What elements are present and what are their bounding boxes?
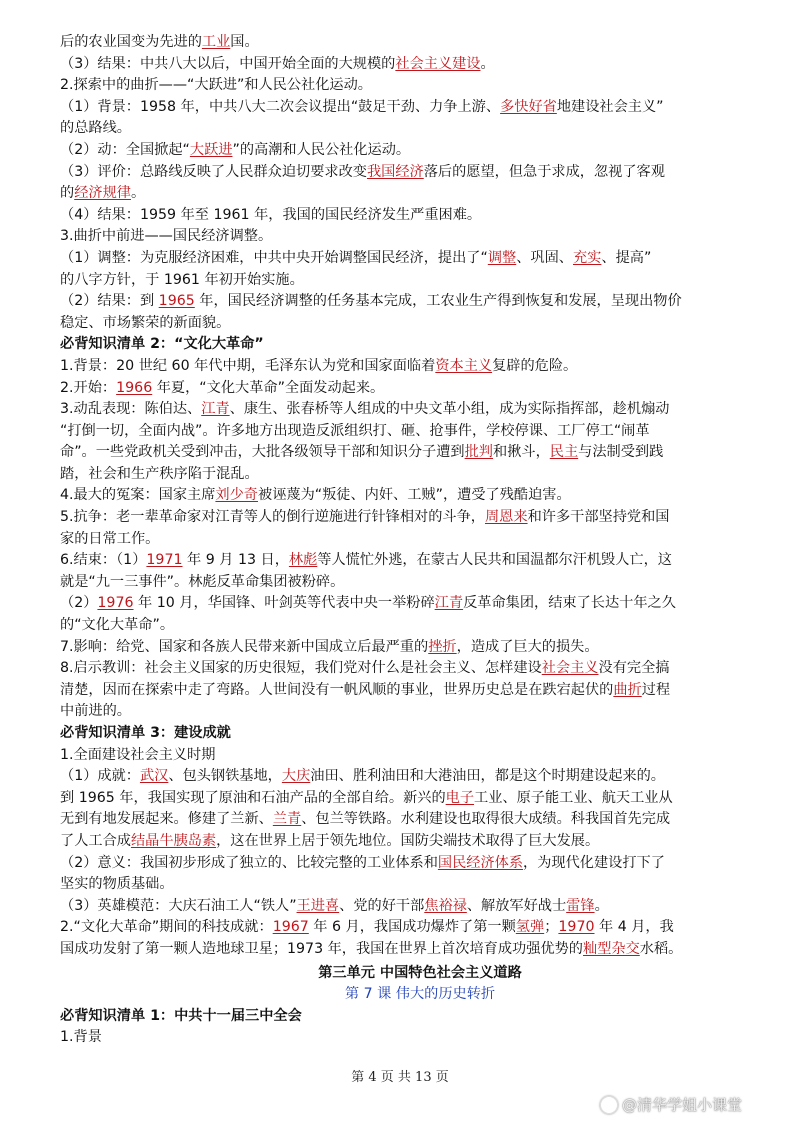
keyword: 林彪 xyxy=(288,552,318,569)
keyword: 大跃进 xyxy=(189,141,233,158)
keyword: 电子 xyxy=(445,789,475,806)
text-line xyxy=(60,637,780,659)
text-span: （2）意义：我国初步形成了独立的、比较完整的工业体系和 xyxy=(60,854,438,871)
text-line xyxy=(60,442,780,464)
keyword: 周恩来 xyxy=(484,509,528,526)
text-line xyxy=(60,917,780,939)
keyword: 焦裕禄 xyxy=(424,897,467,914)
text-line xyxy=(60,615,780,637)
text-span: 2.“文化大革命”期间的科技成就： xyxy=(60,919,273,936)
text-line xyxy=(60,334,780,356)
keyword: 1965 xyxy=(158,293,195,310)
text-line xyxy=(60,75,780,97)
text-line xyxy=(60,701,780,723)
text-span: 国成功发射了第一颗人造地球卫星；1973 年，我国在世界上首次培育成功强优势的 xyxy=(60,940,583,957)
text-line xyxy=(60,572,780,594)
page-footer: 第 4 页 共 13 页 xyxy=(351,1070,449,1085)
text-span: ，为现代化建设打下了 xyxy=(523,854,665,871)
keyword: 江青 xyxy=(201,401,230,418)
watermark-text: @清华学姐小课堂 xyxy=(622,1096,743,1114)
text-line xyxy=(60,896,780,918)
text-span: 家的日常工作。 xyxy=(60,530,160,547)
text-span: 过程 xyxy=(641,681,671,698)
keyword: 经济规律 xyxy=(74,185,131,202)
text-line xyxy=(60,248,780,270)
text-span: 、包头钢铁基地， xyxy=(168,768,282,785)
text-line xyxy=(60,788,780,810)
text-line xyxy=(60,853,780,875)
keyword: 氢弹 xyxy=(515,919,545,936)
text-line xyxy=(60,745,780,767)
keyword: 兰青 xyxy=(272,811,302,828)
text-line xyxy=(60,118,780,140)
text-span: （2）结果：到 xyxy=(60,293,159,310)
keyword: 1966 xyxy=(116,379,153,396)
text-span: 3.动乱表现：陈伯达、 xyxy=(60,401,202,418)
keyword: 1971 xyxy=(146,552,183,569)
text-line xyxy=(60,399,780,421)
text-span: 和揪斗， xyxy=(493,444,550,461)
keyword: 刘少奇 xyxy=(215,487,258,504)
text-span: 3.曲折中前进——国民经济调整。 xyxy=(60,228,273,245)
text-span: 水稻。 xyxy=(639,940,683,957)
text-span: 工业、原子能工业、航天工业从 xyxy=(474,789,673,806)
keyword: 大庆 xyxy=(281,768,311,785)
text-line xyxy=(60,874,780,896)
text-span: “打倒一切，全面内战”。许多地方出现造反派组织打、砸、抢事件，学校停课、工厂停工“闹革 xyxy=(60,422,650,439)
text-span: 。 xyxy=(594,897,609,914)
text-span: 国。 xyxy=(230,34,259,50)
text-span: 和许多干部坚持党和国 xyxy=(527,509,670,526)
text-span: 到 1965 年，我国实现了原油和石油产品的全部自给。新兴的 xyxy=(60,789,446,806)
text-span: 的八字方针，于 1961 年初开始实施。 xyxy=(60,271,304,288)
text-line xyxy=(60,32,780,54)
lesson-title: 第 7 课 伟大的历史转折 xyxy=(344,986,496,1003)
text-span: 、康生、张春桥等人组成的中央文革小组，成为实际指挥部，趁机煽动 xyxy=(229,401,670,418)
text-span: 1.背景 xyxy=(60,1029,102,1046)
text-span: ； xyxy=(544,919,559,936)
text-span: ，这在世界上居于领先地位。国防尖端技术取得了巨大发展。 xyxy=(216,832,600,849)
text-span: 7.影响：给党、国家和各族人民带来新中国成立后最严重的 xyxy=(60,638,429,655)
text-span: （1）成就： xyxy=(60,768,140,785)
text-line xyxy=(60,356,780,378)
keyword: 我国经济 xyxy=(366,163,424,180)
text-span: （2）动：全国掀起“ xyxy=(60,141,190,158)
text-span: 被诬蔑为“叛徒、内奸、工贼”，遭受了残酷迫害。 xyxy=(258,487,571,504)
text-line xyxy=(60,270,780,292)
text-span: 等人慌忙外逃，在蒙古人民共和国温都尔汗机毁人亡，这 xyxy=(317,552,672,569)
keyword: 民主 xyxy=(549,444,579,461)
text-line xyxy=(60,809,780,831)
text-span: 年 4 月，我 xyxy=(594,919,674,936)
text-span: 4.最大的冤案：国家主席 xyxy=(60,487,216,504)
text-line xyxy=(60,183,780,205)
text-span: 、巩固、 xyxy=(516,249,573,266)
text-span: 中前进的。 xyxy=(60,703,131,720)
text-line xyxy=(60,658,780,680)
keyword: 多快好省 xyxy=(500,98,557,115)
keyword: 雷锋 xyxy=(566,897,595,914)
text-span: 1.背景：20 世纪 60 年代中期，毛泽东认为党和国家面临着 xyxy=(60,357,436,374)
keyword: 国民经济体系 xyxy=(437,854,524,871)
page-content xyxy=(60,32,780,1049)
section-heading: 必背知识清单 2：“文化大革命” xyxy=(60,336,264,353)
text-span: （2） xyxy=(60,595,98,612)
text-span: （3）结果：中共八大以后，中国开始全面的大规模的 xyxy=(60,55,396,72)
text-span: 的 xyxy=(60,185,75,202)
text-span: 1.全面建设社会主义时期 xyxy=(60,746,216,763)
text-span: 地建设社会主义” xyxy=(556,98,664,115)
text-span: 就是“九一三事件”。林彪反革命集团被粉碎。 xyxy=(60,573,345,590)
text-line xyxy=(60,205,780,227)
text-span: 。 xyxy=(130,185,146,202)
text-span: （3）英雄模范：大庆石油工人“铁人” xyxy=(60,897,297,914)
keyword: 结晶牛胰岛素 xyxy=(130,832,217,849)
keyword: 调整 xyxy=(487,249,517,266)
text-line xyxy=(60,226,780,248)
keyword: 充实 xyxy=(572,249,602,266)
text-span: 清楚，因而在探索中走了弯路。人世间没有一帆风顺的事业，世界历史总是在跌宕起伏的 xyxy=(60,681,614,698)
text-span: （4）结果：1959 年至 1961 年，我国的国民经济发生严重困难。 xyxy=(60,206,482,223)
text-span: 与法制受到践 xyxy=(578,444,664,461)
keyword: 社会主义建设 xyxy=(395,55,481,72)
text-span: 了人工合成 xyxy=(60,832,131,849)
text-span: 踏，社会和生产秩序陷于混乱。 xyxy=(60,465,259,482)
text-span: 2.开始： xyxy=(60,379,117,396)
text-line xyxy=(60,162,780,184)
body-text xyxy=(60,32,780,961)
keyword: 籼型杂交 xyxy=(583,940,640,957)
text-line xyxy=(60,723,780,745)
text-span: 、包兰等铁路。水利建设也取得很大成绩。科我国首先完成 xyxy=(301,811,671,828)
text-span: 6.结束：（1） xyxy=(60,552,147,569)
text-span: 落后的愿望，但急于求成，忽视了客观 xyxy=(423,163,665,180)
text-line xyxy=(60,507,780,529)
text-span: ，造成了巨大的损失。 xyxy=(456,638,599,655)
text-span: 8.启示教训：社会主义国家的历史很短，我们党对什么是社会主义、怎样建设 xyxy=(60,660,542,677)
keyword: 1970 xyxy=(558,919,595,936)
text-line xyxy=(60,140,780,162)
text-line xyxy=(60,54,780,76)
keyword: 江青 xyxy=(434,595,464,612)
text-line xyxy=(60,97,780,119)
text-line xyxy=(60,313,780,335)
text-line xyxy=(60,464,780,486)
keyword: 曲折 xyxy=(613,681,642,698)
text-span: 稳定、市场繁荣的新面貌。 xyxy=(60,314,231,331)
text-line xyxy=(60,485,780,507)
text-span: 、党的好干部 xyxy=(339,897,425,914)
text-line xyxy=(60,421,780,443)
text-span: 5.抗争：老一辈革命家对江青等人的倒行逆施进行针锋相对的斗争， xyxy=(60,509,485,526)
text-span: 、提高” xyxy=(601,249,652,266)
watermark-logo-icon xyxy=(600,1096,618,1114)
text-line xyxy=(60,550,780,572)
text-span: （3）评价：总路线反映了人民群众迫切要求改变 xyxy=(60,163,367,180)
keyword: 1967 xyxy=(272,919,309,936)
keyword: 资本主义 xyxy=(435,357,493,374)
keyword: 批判 xyxy=(464,444,493,461)
text-span: 年 6 月，我国成功爆炸了第一颗 xyxy=(308,919,516,936)
text-span: 油田、胜利油田和大港油田，都是这个时期建设起来的。 xyxy=(310,768,665,785)
text-span: ”的高潮和人民公社化运动。 xyxy=(232,141,411,158)
text-span: 的总路线。 xyxy=(60,120,131,137)
text-span: （1）背景：1958 年，中共八大二次会议提出“鼓足干劲、力争上游、 xyxy=(60,98,501,115)
text-span: 。 xyxy=(480,55,495,72)
text-span: 年 10 月，华国锋、叶剑英等代表中央一举粉碎 xyxy=(133,595,435,612)
text-span: （1）调整：为克服经济困难，中共中央开始调整国民经济，提出了“ xyxy=(60,249,488,266)
text-span: 、解放军好战士 xyxy=(466,897,567,914)
text-span: 复辟的危险。 xyxy=(492,357,578,374)
text-line xyxy=(60,939,780,961)
keyword: 王进喜 xyxy=(296,897,340,914)
text-line xyxy=(60,593,780,615)
keyword: 社会主义 xyxy=(541,660,599,677)
text-line xyxy=(60,1006,780,1028)
text-line xyxy=(60,831,780,853)
text-line xyxy=(60,766,780,788)
tail-text xyxy=(60,1006,780,1049)
text-span: 没有完全搞 xyxy=(598,660,670,677)
text-span: 坚实的物质基础。 xyxy=(60,876,174,893)
text-span: 年，国民经济调整的任务基本完成，工农业生产得到恢复和发展，呈现出物价 xyxy=(194,293,682,310)
text-line xyxy=(60,529,780,551)
keyword: 工业 xyxy=(201,34,231,50)
text-line xyxy=(60,291,780,313)
section-heading: 必背知识清单 3：建设成就 xyxy=(60,725,231,741)
text-line xyxy=(60,1027,780,1049)
text-line xyxy=(60,680,780,702)
keyword: 挫折 xyxy=(428,638,457,655)
unit-title: 第三单元 中国特色社会主义道路 xyxy=(318,964,522,981)
text-span: 的“文化大革命”。 xyxy=(60,617,175,634)
text-span: 命”。一些党政机关受到冲击，大批各级领导干部和知识分子遭到 xyxy=(60,444,465,461)
keyword: 武汉 xyxy=(139,768,169,785)
text-span: 年 9 月 13 日， xyxy=(182,552,289,569)
watermark xyxy=(600,1094,742,1115)
text-span: 2.探索中的曲折——“大跃进”和人民公社化运动。 xyxy=(60,77,372,94)
text-span: 后的农业国变为先进的 xyxy=(60,34,202,50)
text-span: 反革命集团，结束了长达十年之久 xyxy=(463,595,676,612)
text-span: 无到有地发展起来。修建了兰新、 xyxy=(60,811,273,828)
keyword: 1976 xyxy=(97,595,134,612)
text-span: 年夏，“文化大革命”全面发动起来。 xyxy=(152,379,385,396)
text-line xyxy=(60,378,780,400)
section-heading: 必背知识清单 1：中共十一届三中全会 xyxy=(60,1007,302,1024)
